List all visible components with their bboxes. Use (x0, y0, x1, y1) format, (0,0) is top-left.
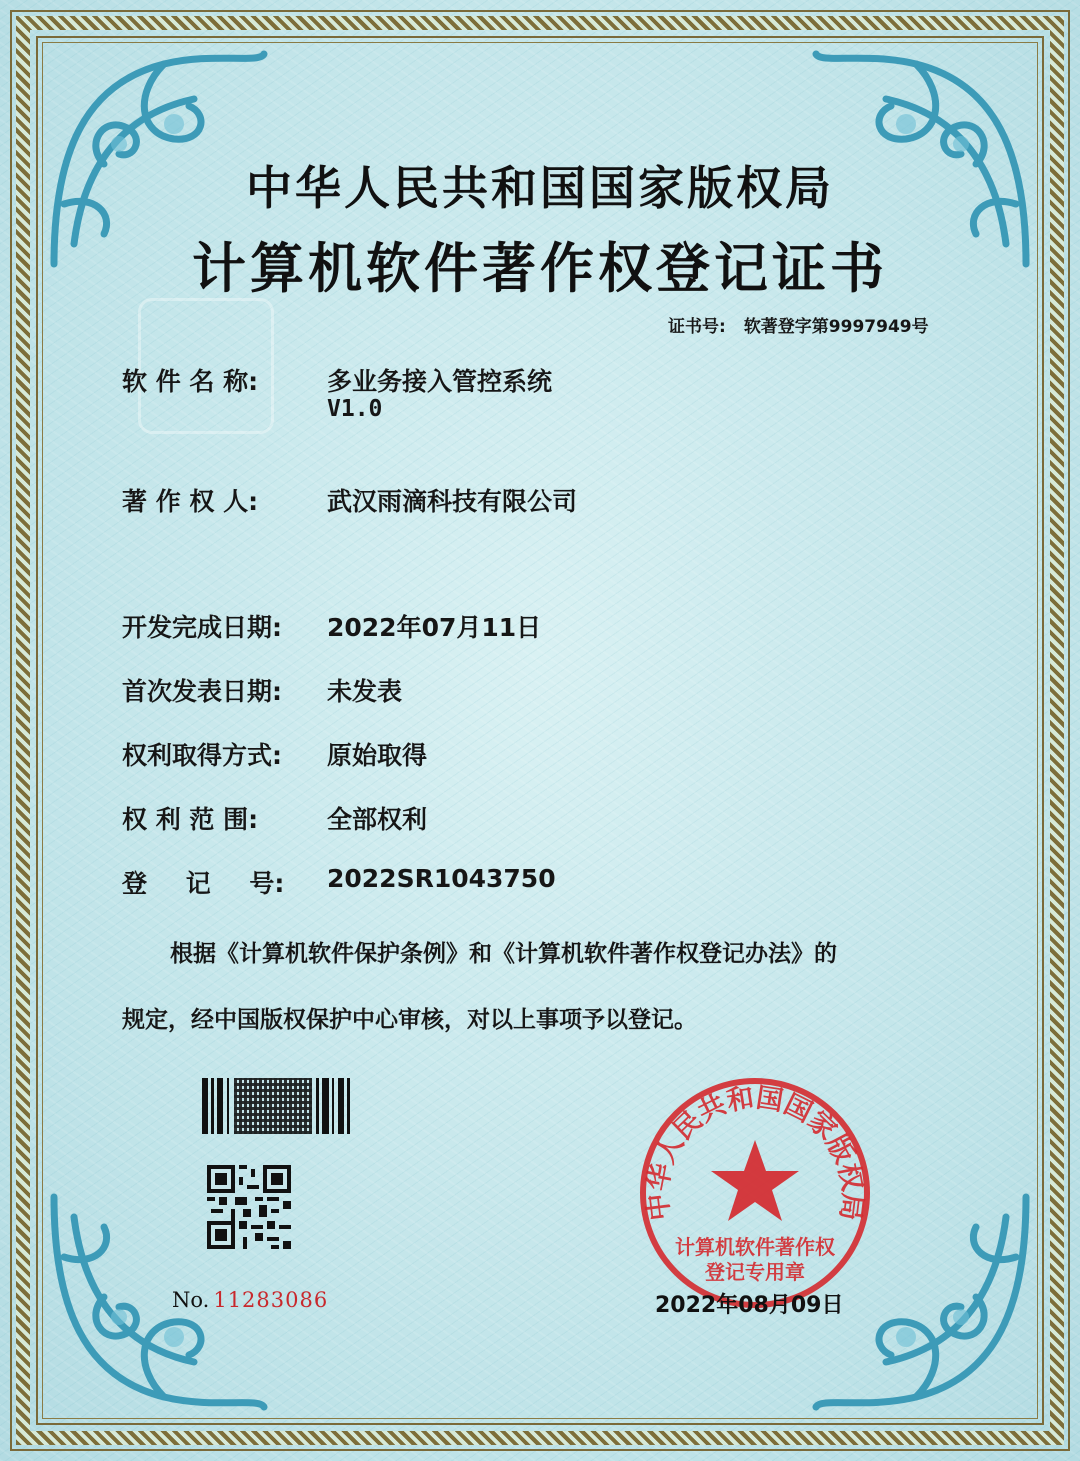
scope-label: 权 利 范 围: (122, 805, 259, 834)
statement-line-2: 规定，经中国版权保护中心审核，对以上事项予以登记。 (122, 1007, 697, 1033)
registration-number-row (122, 864, 327, 900)
certificate-number (668, 312, 929, 337)
scope-row (122, 800, 327, 836)
certificate-number-value: 软著登字第9997949号 (743, 317, 929, 337)
software-name-label: 软 件 名 称: (122, 367, 259, 396)
issuing-authority: 中华人民共和国国家版权局 (246, 161, 834, 215)
owner-value: 武汉雨滴科技有限公司 (327, 487, 578, 516)
serial-number-value: 11283086 (213, 1288, 329, 1312)
serial-number-prefix: No. (172, 1288, 210, 1312)
software-name-value: 多业务接入管控系统 (327, 367, 553, 396)
seal-outer-text: 中华人民共和国国家版权局 (642, 1082, 868, 1223)
completion-date-label: 开发完成日期: (122, 613, 282, 642)
registration-number-value: 2022SR1043750 (327, 864, 556, 893)
statement-line-1: 根据《计算机软件保护条例》和《计算机软件著作权登记办法》的 (170, 941, 837, 967)
acquisition-label: 权利取得方式: (122, 741, 282, 770)
acquisition-row (122, 736, 327, 772)
issue-date: 2022年08月09日 (655, 1293, 844, 1318)
publish-date-row (122, 672, 327, 708)
scope-value: 全部权利 (327, 805, 428, 834)
software-version-value: V1.0 (327, 396, 383, 422)
official-seal-icon (630, 1068, 880, 1318)
owner-label: 著 作 权 人: (122, 487, 259, 516)
certificate-number-label: 证书号: (668, 317, 726, 337)
owner-row (122, 482, 327, 518)
seal-inner-line-1: 计算机软件著作权 (675, 1235, 835, 1259)
seal-inner-line-2: 登记专用章 (705, 1260, 805, 1284)
certificate-title: 计算机软件著作权登记证书 (192, 236, 888, 300)
completion-date-row (122, 608, 327, 644)
publish-date-value: 未发表 (327, 677, 403, 706)
serial-number (172, 1288, 328, 1312)
completion-date-value: 2022年07月11日 (327, 613, 542, 642)
barcode-icon (202, 1078, 360, 1134)
software-name-row (122, 362, 327, 398)
acquisition-value: 原始取得 (327, 741, 428, 770)
registration-number-label: 登 记 号: (122, 869, 285, 898)
publish-date-label: 首次发表日期: (122, 677, 282, 706)
qr-code-icon (207, 1165, 291, 1249)
